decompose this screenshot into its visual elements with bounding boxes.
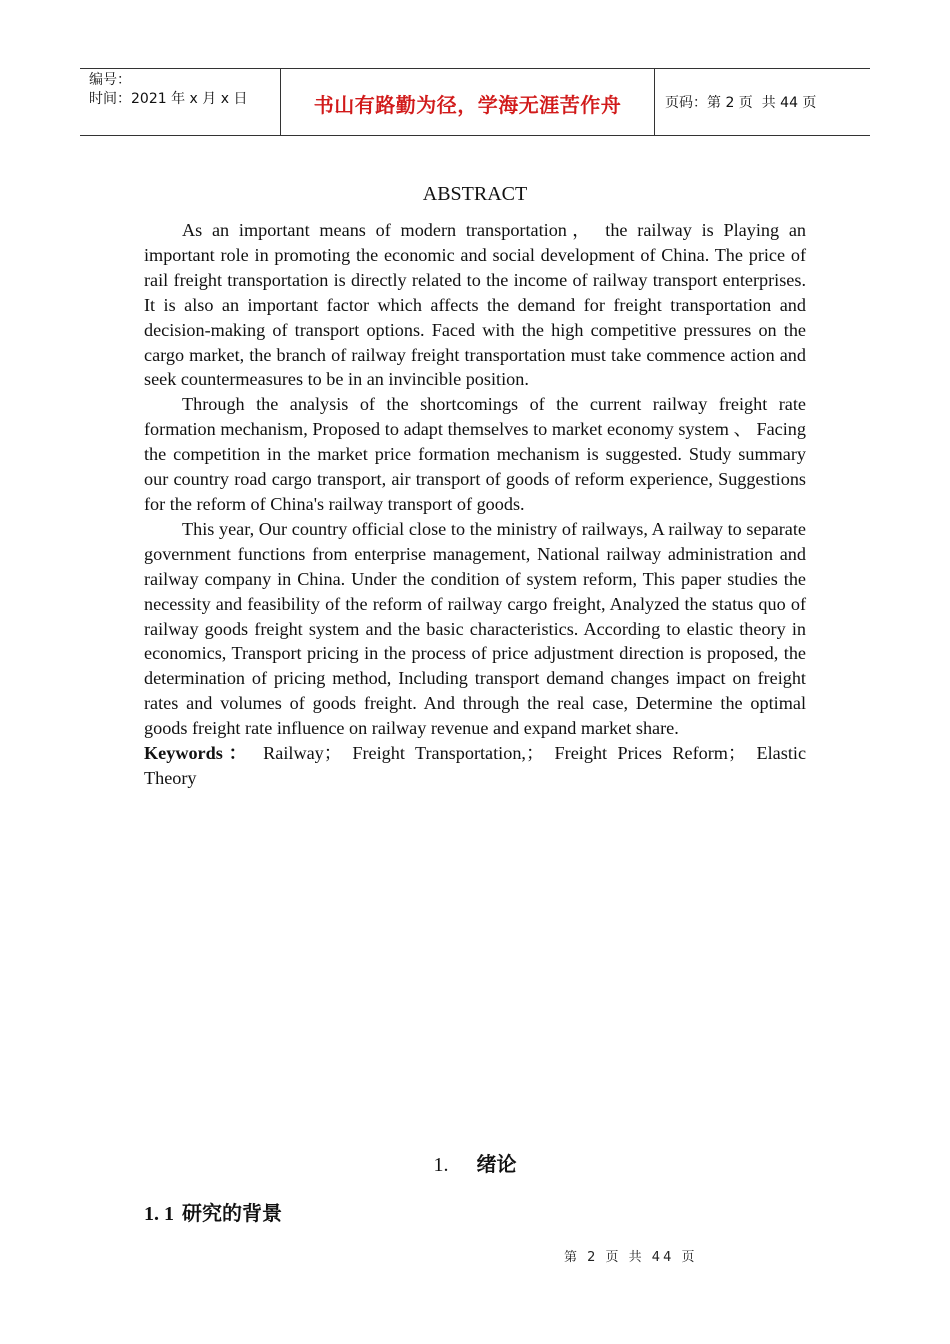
header-page-info: 页码：第 2 页 共 44 页 [665,95,817,111]
header-page-cell [655,69,870,135]
header-motto: 书山有路勤为径，学海无涯苦作舟 [313,92,622,117]
header-meta-cell [80,69,281,135]
subsection-number: 1. 1 [144,1203,174,1225]
page-header [80,68,870,136]
abstract-paragraph: As an important means of modern transportation， the railway is Playing an important role in promoting the economic and social development of China. The price of rail freight transportation is directly related to the income of railway transport enterprises. It is also an important factor which affects the demand for freight transportation and decision-making of transport options. Faced with the high competitive pressures on the cargo market, the branch of railway freight transportation must take commence action and seek countermeasures to be in an invincible position. [144,220,806,390]
keywords-line [144,741,806,791]
page-footer: 第 2 页 共 44 页 [564,1250,698,1265]
abstract-title: ABSTRACT [422,183,528,205]
header-motto-cell [281,69,655,135]
subsection-title: 研究的背景 [182,1201,282,1225]
section-number: 1. [433,1154,449,1176]
abstract-paragraph: This year, Our country official close to the ministry of railways, A railway to separate government functions from enterprise management, National railway administration and railway company in China. Under the condition of system reform, This paper studies the necessity and feasibility of the reform of railway cargo freight, Analyzed the status quo of railway goods freight system and the basic characteristics. According to elastic theory in economics, Transport pricing in the process of price adjustment direction is proposed, the determination of pricing method, Including transport demand changes impact on freight rates and volumes of goods freight. And through the real case, Determine the optimal goods freight rate influence on railway revenue and expand market share. [144,518,806,739]
keywords-list: Railway； Freight Transportation,； Freight Prices Reform； Elastic Theory [144,743,807,788]
abstract-body [144,218,806,791]
section-title: 绪论 [476,1152,517,1176]
document-number-label: 编号： [89,72,131,88]
abstract-paragraph: Through the analysis of the shortcomings of the current railway freight rate formation mechanism, Proposed to adapt themselves to market economy system 、 Facing the competition in the market price formation mechanism is suggested. Study summary our country road cargo transport, air transport of goods of reform experience, Suggestions for the reform of China's railway transport of goods. [144,394,806,514]
keywords-label: Keywords： [144,743,253,764]
section-heading [0,1150,950,1179]
document-date: 时间：2021 年 x 月 x 日 [89,91,248,107]
subsection-heading [144,1198,282,1229]
